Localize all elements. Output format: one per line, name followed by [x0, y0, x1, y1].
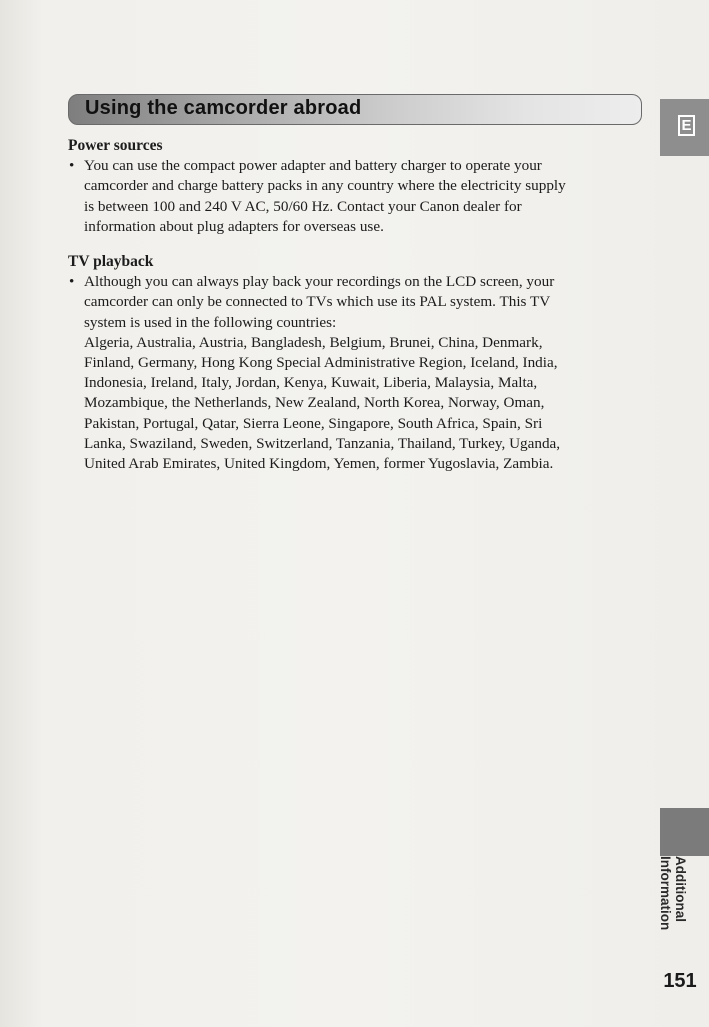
page-content	[68, 136, 638, 474]
bullet-mark: •	[69, 157, 75, 175]
section-title: Using the camcorder abroad	[85, 97, 362, 119]
tv-playback-bullet	[68, 272, 638, 474]
page-number: 151	[663, 970, 697, 992]
tv-playback-heading: TV playback	[68, 253, 154, 271]
text-line: system is used in the following countries:	[84, 313, 337, 331]
text-line: United Arab Emirates, United Kingdom, Yemen, former Yugoslavia, Zambia.	[84, 455, 554, 473]
text-line: You can use the compact power adapter and battery charger to operate your	[84, 157, 542, 175]
language-tab	[660, 99, 709, 156]
text-line: Lanka, Swaziland, Sweden, Switzerland, Tanzania, Thailand, Turkey, Uganda,	[84, 434, 561, 452]
bullet-mark: •	[69, 273, 75, 291]
text-line: Pakistan, Portugal, Qatar, Sierra Leone, Singapore, South Africa, Spain, Sri	[84, 414, 543, 432]
text-line: Mozambique, the Netherlands, New Zealand, North Korea, Norway, Oman,	[84, 394, 545, 412]
power-sources-heading: Power sources	[68, 137, 163, 154]
section-banner	[68, 94, 642, 125]
side-tab	[660, 856, 709, 966]
text-line: Indonesia, Ireland, Italy, Jordan, Kenya, Kuwait, Liberia, Malaysia, Malta,	[84, 374, 538, 392]
text-line: Finland, Germany, Hong Kong Special Administrative Region, Iceland, India,	[84, 354, 558, 372]
language-letter: E	[678, 115, 695, 136]
text-line: camcorder and charge battery packs in any country where the electricity supply	[84, 177, 566, 195]
side-tab-label	[658, 856, 688, 930]
text-line: Algeria, Australia, Austria, Bangladesh, Belgium, Brunei, China, Denmark,	[84, 333, 543, 351]
power-sources-bullet	[68, 156, 638, 237]
side-tab-line-1: Additional	[673, 856, 688, 922]
section-gap	[68, 237, 638, 252]
text-line: information about plug adapters for overseas use.	[84, 217, 384, 235]
text-line: Although you can always play back your recordings on the LCD screen, your	[84, 273, 555, 291]
side-tab-line-2: Information	[658, 856, 673, 931]
text-line: is between 100 and 240 V AC, 50/60 Hz. Contact your Canon dealer for	[84, 197, 522, 215]
side-tab-marker	[660, 808, 709, 856]
text-line: camcorder can only be connected to TVs which use its PAL system. This TV	[84, 293, 551, 311]
